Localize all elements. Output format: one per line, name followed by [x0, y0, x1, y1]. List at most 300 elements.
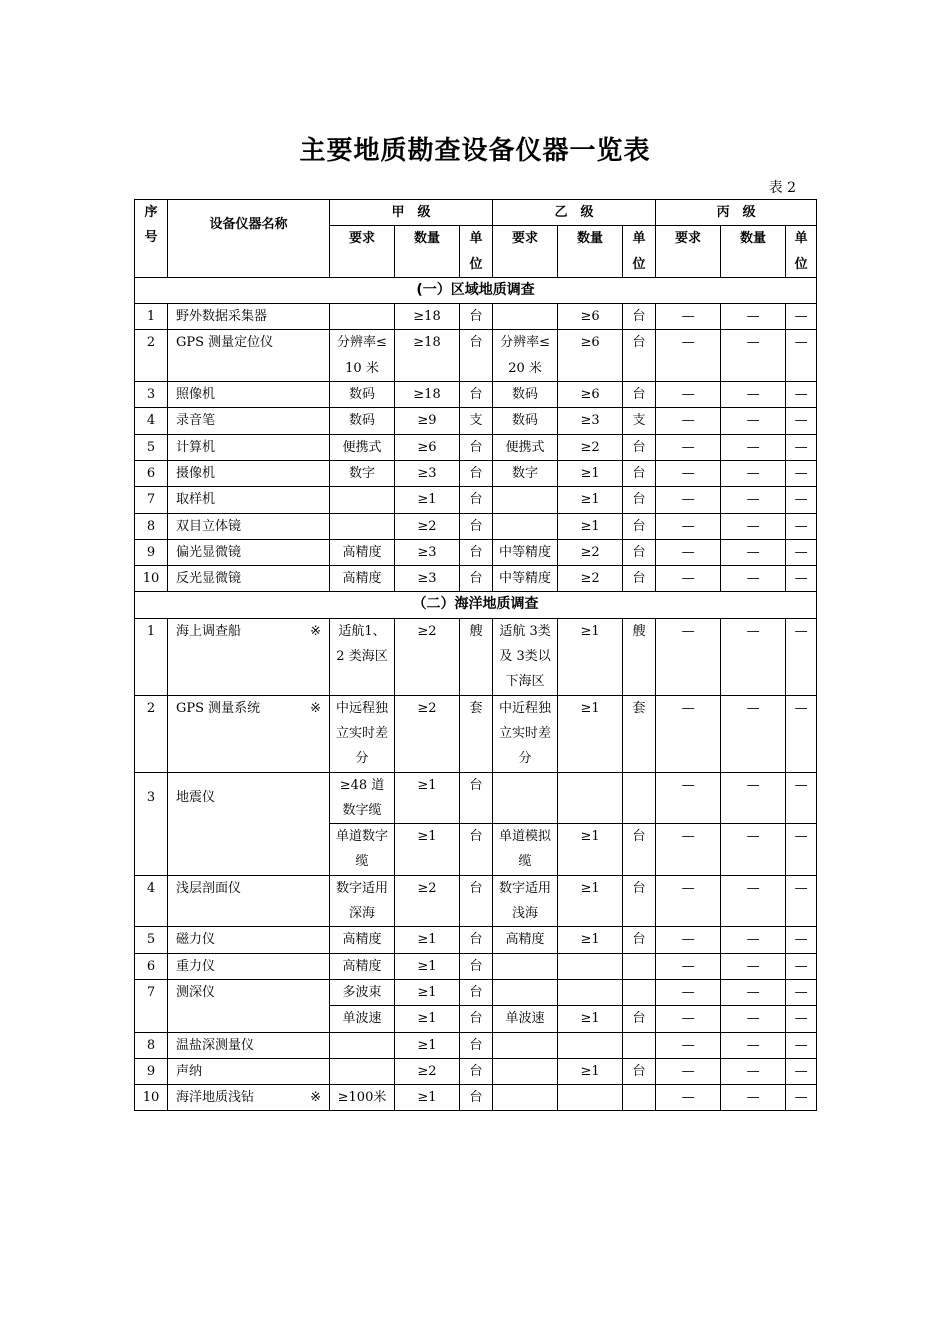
grade-a-requirement: 数码 [330, 408, 395, 434]
grade-c-unit: — [786, 695, 817, 772]
grade-b-requirement [493, 772, 558, 824]
row-number: 10 [135, 1085, 168, 1111]
grade-c-quantity: — [721, 408, 786, 434]
grade-a-quantity: ≥1 [395, 1032, 460, 1058]
grade-b-quantity: ≥1 [558, 1058, 623, 1084]
grade-b-unit: 套 [623, 695, 656, 772]
grade-b-unit: 台 [623, 875, 656, 927]
grade-c-quantity: — [721, 566, 786, 592]
grade-c-requirement: — [656, 618, 721, 695]
table-row [135, 618, 817, 695]
row-number: 1 [135, 618, 168, 695]
grade-b-quantity: ≥1 [558, 695, 623, 772]
grade-a-quantity: ≥1 [395, 824, 460, 876]
table-number: 表 2 [768, 180, 796, 196]
grade-b-quantity: ≥1 [558, 513, 623, 539]
grade-b-unit: 台 [623, 304, 656, 330]
grade-c-quantity: — [721, 1085, 786, 1111]
grade-c-quantity: — [721, 875, 786, 927]
grade-b-quantity: ≥1 [558, 824, 623, 876]
grade-a-unit: 台 [460, 566, 493, 592]
grade-b-requirement: 单波速 [493, 1006, 558, 1032]
equipment-name-text: 海洋地质浅钻 [176, 1090, 255, 1106]
grade-b-unit: 台 [623, 460, 656, 486]
grade-b-requirement: 数码 [493, 382, 558, 408]
equipment-name-text: 计算机 [176, 439, 216, 455]
grade-c-unit: — [786, 1006, 817, 1032]
equipment-name [168, 487, 330, 513]
header-c-req: 要求 [656, 226, 721, 278]
header-grade-a: 甲 级 [330, 200, 493, 226]
grade-a-requirement: 中远程独立实时差分 [330, 695, 395, 772]
table-row [135, 1032, 817, 1058]
grade-c-unit: — [786, 953, 817, 979]
grade-b-unit: 台 [623, 566, 656, 592]
grade-c-requirement: — [656, 695, 721, 772]
grade-a-requirement: 高精度 [330, 539, 395, 565]
equipment-name [168, 330, 330, 382]
grade-a-unit: 支 [460, 408, 493, 434]
grade-a-unit: 台 [460, 304, 493, 330]
grade-a-requirement: 单波速 [330, 1006, 395, 1032]
table-row [135, 408, 817, 434]
grade-b-quantity: ≥2 [558, 539, 623, 565]
row-number: 7 [135, 979, 168, 1032]
grade-c-requirement: — [656, 875, 721, 927]
grade-a-requirement: 分辨率≤10 米 [330, 330, 395, 382]
grade-b-unit [623, 772, 656, 824]
grade-b-quantity: ≥6 [558, 330, 623, 382]
special-mark: ※ [310, 700, 321, 716]
grade-a-unit: 艘 [460, 618, 493, 695]
grade-b-unit: 台 [623, 487, 656, 513]
grade-b-unit [623, 979, 656, 1005]
grade-c-quantity: — [721, 434, 786, 460]
grade-c-requirement: — [656, 772, 721, 824]
grade-b-requirement [493, 1058, 558, 1084]
row-number: 1 [135, 304, 168, 330]
table-row [135, 1085, 817, 1111]
grade-a-requirement: 单道数字缆 [330, 824, 395, 876]
grade-a-unit: 台 [460, 330, 493, 382]
grade-b-quantity: ≥6 [558, 382, 623, 408]
row-number: 5 [135, 927, 168, 953]
equipment-name-text: 重力仪 [176, 958, 216, 974]
grade-a-unit: 台 [460, 1085, 493, 1111]
grade-c-requirement: — [656, 824, 721, 876]
grade-c-quantity: — [721, 539, 786, 565]
grade-c-unit: — [786, 566, 817, 592]
grade-b-quantity: ≥1 [558, 618, 623, 695]
grade-c-quantity: — [721, 927, 786, 953]
equipment-name-text: GPS 测量系统 [176, 700, 261, 716]
equipment-name [168, 434, 330, 460]
grade-a-unit: 台 [460, 953, 493, 979]
equipment-name [168, 875, 330, 927]
header-b-unit: 单位 [623, 226, 656, 278]
grade-c-quantity: — [721, 979, 786, 1005]
grade-b-requirement: 分辨率≤20 米 [493, 330, 558, 382]
grade-b-requirement: 高精度 [493, 927, 558, 953]
row-number: 8 [135, 513, 168, 539]
grade-c-quantity: — [721, 487, 786, 513]
grade-c-quantity: — [721, 618, 786, 695]
equipment-name [168, 772, 330, 875]
header-grade-c: 丙 级 [656, 200, 817, 226]
grade-c-quantity: — [721, 824, 786, 876]
grade-c-requirement: — [656, 539, 721, 565]
grade-c-unit: — [786, 460, 817, 486]
header-a-qty: 数量 [395, 226, 460, 278]
grade-a-quantity: ≥18 [395, 330, 460, 382]
grade-b-unit: 台 [623, 1058, 656, 1084]
grade-b-requirement [493, 953, 558, 979]
table-row [135, 382, 817, 408]
grade-b-unit: 台 [623, 382, 656, 408]
grade-a-requirement: 数码 [330, 382, 395, 408]
grade-c-unit: — [786, 927, 817, 953]
header-c-unit: 单位 [786, 226, 817, 278]
row-number: 2 [135, 330, 168, 382]
equipment-name [168, 953, 330, 979]
grade-a-requirement [330, 1058, 395, 1084]
grade-b-unit: 艘 [623, 618, 656, 695]
grade-c-requirement: — [656, 513, 721, 539]
row-number: 2 [135, 695, 168, 772]
grade-c-requirement: — [656, 434, 721, 460]
grade-b-quantity: ≥2 [558, 566, 623, 592]
grade-c-quantity: — [721, 695, 786, 772]
grade-c-quantity: — [721, 460, 786, 486]
row-number: 9 [135, 539, 168, 565]
grade-b-quantity: ≥6 [558, 304, 623, 330]
grade-c-requirement: — [656, 1085, 721, 1111]
header-row-grades [135, 200, 817, 226]
grade-b-unit: 台 [623, 330, 656, 382]
grade-c-unit: — [786, 772, 817, 824]
grade-a-quantity: ≥3 [395, 539, 460, 565]
equipment-name-text: 双目立体镜 [176, 518, 242, 534]
equipment-name [168, 513, 330, 539]
row-number: 4 [135, 408, 168, 434]
equipment-name-text: 取样机 [176, 492, 216, 508]
grade-b-quantity: ≥2 [558, 434, 623, 460]
grade-c-unit: — [786, 330, 817, 382]
grade-a-requirement: 高精度 [330, 927, 395, 953]
equipment-name [168, 460, 330, 486]
equipment-name-text: 反光显微镜 [176, 571, 242, 587]
grade-b-quantity: ≥1 [558, 875, 623, 927]
equipment-name [168, 408, 330, 434]
grade-b-quantity [558, 1032, 623, 1058]
grade-b-unit [623, 1085, 656, 1111]
grade-c-unit: — [786, 979, 817, 1005]
equipment-name [168, 566, 330, 592]
grade-b-requirement: 数字适用浅海 [493, 875, 558, 927]
grade-c-unit: — [786, 539, 817, 565]
grade-b-quantity [558, 979, 623, 1005]
grade-b-requirement: 中近程独立实时差分 [493, 695, 558, 772]
grade-b-requirement: 单道模拟缆 [493, 824, 558, 876]
grade-a-quantity: ≥6 [395, 434, 460, 460]
grade-a-unit: 台 [460, 927, 493, 953]
table-row [135, 304, 817, 330]
grade-c-unit: — [786, 513, 817, 539]
grade-a-quantity: ≥3 [395, 460, 460, 486]
grade-b-requirement [493, 979, 558, 1005]
grade-a-quantity: ≥3 [395, 566, 460, 592]
section-title: （二）海洋地质调查 [135, 592, 817, 618]
grade-b-quantity: ≥1 [558, 1006, 623, 1032]
grade-c-quantity: — [721, 953, 786, 979]
equipment-name [168, 539, 330, 565]
grade-c-requirement: — [656, 330, 721, 382]
grade-a-requirement [330, 1032, 395, 1058]
grade-a-unit: 台 [460, 460, 493, 486]
grade-a-unit: 台 [460, 1058, 493, 1084]
header-no: 序号 [135, 200, 168, 278]
grade-a-requirement [330, 487, 395, 513]
grade-b-requirement: 数码 [493, 408, 558, 434]
grade-c-requirement: — [656, 382, 721, 408]
header-b-qty: 数量 [558, 226, 623, 278]
table-row [135, 875, 817, 927]
equipment-name-text: 野外数据采集器 [176, 309, 268, 325]
grade-c-quantity: — [721, 1058, 786, 1084]
grade-b-quantity: ≥1 [558, 487, 623, 513]
grade-b-unit: 台 [623, 513, 656, 539]
grade-a-quantity: ≥1 [395, 927, 460, 953]
row-number: 9 [135, 1058, 168, 1084]
grade-b-unit [623, 953, 656, 979]
equipment-name [168, 618, 330, 695]
section-row [135, 592, 817, 618]
table-row [135, 953, 817, 979]
grade-b-unit: 台 [623, 434, 656, 460]
grade-b-requirement: 中等精度 [493, 566, 558, 592]
grade-a-unit: 台 [460, 875, 493, 927]
equipment-name-text: 偏光显微镜 [176, 544, 242, 560]
grade-a-quantity: ≥2 [395, 1058, 460, 1084]
grade-b-requirement: 适航 3类及 3类以下海区 [493, 618, 558, 695]
grade-c-unit: — [786, 304, 817, 330]
grade-c-requirement: — [656, 1032, 721, 1058]
grade-a-requirement: 便携式 [330, 434, 395, 460]
grade-b-unit: 台 [623, 1006, 656, 1032]
grade-a-quantity: ≥9 [395, 408, 460, 434]
grade-a-quantity: ≥1 [395, 1006, 460, 1032]
equipment-name [168, 382, 330, 408]
grade-b-unit: 台 [623, 824, 656, 876]
equipment-name-text: 声纳 [176, 1063, 203, 1079]
grade-b-unit: 支 [623, 408, 656, 434]
equipment-name-text: 照像机 [176, 387, 216, 403]
grade-c-unit: — [786, 875, 817, 927]
grade-b-requirement [493, 1085, 558, 1111]
grade-b-quantity: ≥1 [558, 927, 623, 953]
grade-a-quantity: ≥2 [395, 513, 460, 539]
grade-c-requirement: — [656, 304, 721, 330]
equipment-name [168, 695, 330, 772]
equipment-name-text: 测深仪 [176, 984, 216, 1000]
grade-a-unit: 台 [460, 434, 493, 460]
table-row [135, 513, 817, 539]
grade-a-quantity: ≥1 [395, 979, 460, 1005]
grade-c-requirement: — [656, 927, 721, 953]
grade-b-quantity [558, 953, 623, 979]
grade-c-requirement: — [656, 1006, 721, 1032]
equipment-name-text: GPS 测量定位仪 [176, 335, 274, 351]
row-number: 7 [135, 487, 168, 513]
row-number: 5 [135, 434, 168, 460]
table-row [135, 330, 817, 382]
grade-c-quantity: — [721, 304, 786, 330]
grade-a-requirement [330, 513, 395, 539]
table-row [135, 566, 817, 592]
grade-a-requirement: 数字适用深海 [330, 875, 395, 927]
equipment-table [134, 199, 817, 1111]
grade-a-unit: 台 [460, 382, 493, 408]
grade-a-unit: 台 [460, 824, 493, 876]
header-name: 设备仪器名称 [168, 200, 330, 278]
equipment-name [168, 1058, 330, 1084]
grade-a-requirement: 数字 [330, 460, 395, 486]
grade-a-unit: 台 [460, 1006, 493, 1032]
grade-b-requirement [493, 513, 558, 539]
table-row [135, 487, 817, 513]
header-c-qty: 数量 [721, 226, 786, 278]
grade-b-requirement [493, 304, 558, 330]
grade-a-quantity: ≥2 [395, 695, 460, 772]
grade-c-quantity: — [721, 513, 786, 539]
grade-a-quantity: ≥2 [395, 618, 460, 695]
special-mark: ※ [310, 623, 321, 639]
header-grade-b: 乙 级 [493, 200, 656, 226]
grade-b-requirement: 中等精度 [493, 539, 558, 565]
grade-c-unit: — [786, 824, 817, 876]
grade-c-unit: — [786, 1085, 817, 1111]
grade-b-requirement [493, 1032, 558, 1058]
grade-a-requirement: 多波束 [330, 979, 395, 1005]
table-row [135, 979, 817, 1005]
grade-a-unit: 台 [460, 539, 493, 565]
grade-c-requirement: — [656, 953, 721, 979]
grade-c-unit: — [786, 487, 817, 513]
grade-a-requirement: 高精度 [330, 953, 395, 979]
equipment-name-text: 温盐深测量仪 [176, 1037, 255, 1053]
grade-c-quantity: — [721, 1032, 786, 1058]
equipment-name-text: 浅层剖面仪 [176, 880, 242, 896]
grade-c-unit: — [786, 618, 817, 695]
grade-b-quantity [558, 1085, 623, 1111]
grade-a-unit: 套 [460, 695, 493, 772]
grade-c-unit: — [786, 434, 817, 460]
grade-c-requirement: — [656, 1058, 721, 1084]
equipment-name [168, 1032, 330, 1058]
grade-c-requirement: — [656, 487, 721, 513]
equipment-name-text: 磁力仪 [176, 932, 216, 948]
header-b-req: 要求 [493, 226, 558, 278]
grade-c-unit: — [786, 1032, 817, 1058]
table-row [135, 695, 817, 772]
grade-c-requirement: — [656, 566, 721, 592]
row-number: 10 [135, 566, 168, 592]
grade-a-unit: 台 [460, 979, 493, 1005]
grade-a-unit: 台 [460, 487, 493, 513]
grade-a-quantity: ≥18 [395, 382, 460, 408]
grade-c-unit: — [786, 1058, 817, 1084]
grade-c-unit: — [786, 382, 817, 408]
page-title: 主要地质勘查设备仪器一览表 [299, 136, 651, 166]
grade-b-unit [623, 1032, 656, 1058]
table-row [135, 539, 817, 565]
grade-c-unit: — [786, 408, 817, 434]
table-row [135, 1058, 817, 1084]
header-a-req: 要求 [330, 226, 395, 278]
grade-b-quantity: ≥3 [558, 408, 623, 434]
equipment-name-text: 摄像机 [176, 465, 216, 481]
grade-c-quantity: — [721, 1006, 786, 1032]
section-title: (一）区域地质调查 [135, 277, 817, 303]
equipment-name-text: 海上调查船 [176, 623, 242, 639]
special-mark: ※ [310, 1090, 321, 1106]
table-row [135, 460, 817, 486]
row-number: 6 [135, 460, 168, 486]
row-number: 3 [135, 382, 168, 408]
grade-b-requirement: 便携式 [493, 434, 558, 460]
grade-b-quantity: ≥1 [558, 460, 623, 486]
grade-c-requirement: — [656, 408, 721, 434]
grade-a-unit: 台 [460, 513, 493, 539]
grade-a-quantity: ≥1 [395, 1085, 460, 1111]
grade-b-quantity [558, 772, 623, 824]
grade-c-requirement: — [656, 979, 721, 1005]
grade-a-requirement: ≥48 道数字缆 [330, 772, 395, 824]
grade-b-requirement [493, 487, 558, 513]
table-row [135, 927, 817, 953]
grade-b-unit: 台 [623, 927, 656, 953]
table-row [135, 434, 817, 460]
grade-a-unit: 台 [460, 1032, 493, 1058]
grade-a-requirement: 适航1、2 类海区 [330, 618, 395, 695]
row-number: 4 [135, 875, 168, 927]
equipment-name [168, 304, 330, 330]
equipment-name [168, 1085, 330, 1111]
grade-c-requirement: — [656, 460, 721, 486]
grade-b-unit: 台 [623, 539, 656, 565]
equipment-name-text: 录音笔 [176, 413, 216, 429]
grade-a-requirement [330, 304, 395, 330]
section-row [135, 277, 817, 303]
row-number: 3 [135, 772, 168, 875]
grade-a-quantity: ≥1 [395, 487, 460, 513]
grade-c-quantity: — [721, 382, 786, 408]
grade-a-quantity: ≥1 [395, 953, 460, 979]
table-row [135, 772, 817, 824]
row-number: 8 [135, 1032, 168, 1058]
grade-c-quantity: — [721, 330, 786, 382]
grade-a-quantity: ≥18 [395, 304, 460, 330]
grade-a-unit: 台 [460, 772, 493, 824]
grade-a-requirement: 高精度 [330, 566, 395, 592]
equipment-name [168, 979, 330, 1032]
row-number: 6 [135, 953, 168, 979]
equipment-name [168, 927, 330, 953]
grade-a-requirement: ≥100米 [330, 1085, 395, 1111]
grade-a-quantity: ≥1 [395, 772, 460, 824]
grade-a-quantity: ≥2 [395, 875, 460, 927]
grade-c-quantity: — [721, 772, 786, 824]
